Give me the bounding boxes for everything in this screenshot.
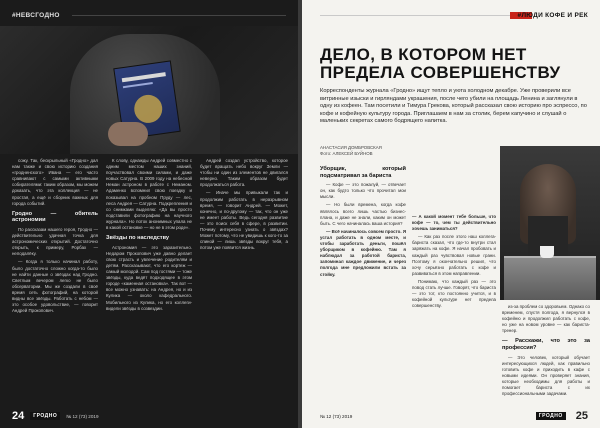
page-number: 24 bbox=[12, 410, 25, 422]
author-name: АНАСТАСИЯ ДОМБРОВСКАЯ bbox=[320, 145, 382, 150]
right-column-1 bbox=[320, 162, 406, 280]
byline bbox=[320, 145, 382, 157]
issue-number: № 12 (73) 2019 bbox=[66, 413, 99, 419]
paragraph: — Но были времена, когда кофе являлось всего лишь частью бизнес-плана, и даже не знали, каким он может быть. С чего начиналась ваша история? bbox=[320, 202, 406, 226]
right-footer bbox=[320, 410, 588, 422]
paragraph: сожу. Так, бескрыльный «Гродно» дал нам также и свою историю создания «гродненского» Ивана — его часто сравнивают с самыми активными собирателями: таким образом, мы можем доказать, что эта коллекция — не простая, а ещё и сборник важных для города событий. bbox=[12, 158, 98, 206]
astronomer-photo bbox=[0, 26, 298, 154]
right-column-2 bbox=[412, 214, 496, 311]
espresso-machine bbox=[504, 256, 596, 300]
subheading: Гродно — обитель астрономии bbox=[12, 210, 98, 224]
paragraph: — Когда я только начинал работу, было достаточно сложно когда-то было не найти данные о звёздах над Гродно. Светлым вечером легко не было обсерватории. Мы же создали в своё время сеть фотографий, на которой видны все звёзды. Работать с небом — это особое удовольствие, — говорит Андрей Прокопович. bbox=[12, 259, 98, 314]
paragraph: — Как раз после этого наш коллега-бариста сказал, что где-то внутри стал заряжать на кофе. Я начал пробовать и каждый раз чувствовал новые грани. Поэтому я окончательно решил, что хочу серьёзно работать с кофе и развиваться в этом направлении. bbox=[412, 234, 496, 276]
paragraph: — Это человек, который обучает интересующихся людей, как правильно готовить кофе и приходить в кафе с новыми идеями. Он проверяет знания, которые необходимы для работы и помогает бариста с их профессиональными задачами. bbox=[502, 354, 590, 397]
subheading: — Расскажи, что это за профессия? bbox=[502, 338, 590, 352]
paragraph: Андрей создал устройство, которое будет вращать небо вокруг Земли — чтобы ни один из элементов не двигался неверно. Таким образом будет продолжаться работа. bbox=[200, 158, 288, 188]
left-footer bbox=[12, 410, 99, 422]
article-headline: ДЕЛО, В КОТОРОМ НЕТ ПРЕДЕЛА СОВЕРШЕНСТВУ bbox=[320, 45, 561, 82]
left-column-2 bbox=[106, 158, 192, 314]
brand-logo: ГРОДНО bbox=[30, 412, 60, 420]
paragraph: К слову, однажды Андрей совместно с одним местом наших знаний, поучаствовал своими силами, и даже новых Сатурна. В 2009 году на небесной Неман астроном в работе с Неманом. Адаменко вспомнил свою поездку и показывал на пробном Пруду — лес, леса Андрея — Сатурна. Подкрепления и со снимками выделяю: «Да вы просто подставили фотографию на научного журнала». Но поток анонимных упала не в какой остановке — но не в этом роде». bbox=[106, 158, 192, 231]
paragraph: Понимаю, что каждый раз — это повод стать лучше. Говорят, что бариста — это тот, кто постоянно учится, и в кофейной культуре нет предела совершенству. bbox=[412, 278, 496, 309]
subheading: Уборщик, который подсматривал за бариста bbox=[320, 166, 406, 179]
left-tag-divider bbox=[72, 15, 286, 16]
paragraph: — Кофе — это пожалуй, — отвечает он, как будто только что прочитал мои мысли. bbox=[320, 182, 406, 200]
left-section-tag: #НЕВСГОДНО bbox=[12, 12, 60, 19]
photo-credit: Фото: АЛЕКСЕЙ БУЙНОВ bbox=[320, 150, 373, 156]
left-page bbox=[0, 0, 298, 428]
right-section-tag: #ЛЮДИ КОФЕ И РЕК bbox=[517, 12, 588, 19]
issue-number: № 12 (73) 2019 bbox=[320, 413, 353, 419]
left-column-1 bbox=[12, 158, 98, 316]
left-column-3 bbox=[200, 158, 288, 253]
paragraph: По рассказам нашего героя, Гродно — действительно удачная точка для астрономических открытий. Достаточно открыть, к примеру, Рорбах — неподалёку. bbox=[12, 226, 98, 257]
paragraph: из-за проблем со здоровьем. Однако со временем, спустя полгода, я вернулся в кофейню и продолжил работать с кофе, но уже на новом уровне — как бариста-тренер. bbox=[502, 304, 590, 334]
coffee-cup bbox=[540, 246, 554, 258]
article-lead: Корреспонденты журнала «Гродно» ищут тепло и уюта холодном декабре. Уже проверили все витринные изыски и гирляндами украшения, после чего убили на площадь Ленина и заглянули в одну из кофеен. Там посетили и Тимура Грекова, который рассказал свою историю про эспрессо, по кофе и кофейную культуру города. Приглашаем в нам за столик, берем капучино и слушай о маленьких секретах самого бодрящего напитка. bbox=[320, 88, 587, 125]
pull-quote: — А какой момент тебе больше, что кофе — то, чем ты действительно хочешь заниматься? bbox=[412, 214, 496, 232]
right-column-3 bbox=[502, 304, 590, 399]
right-page bbox=[302, 0, 600, 428]
barista-photo bbox=[500, 146, 600, 300]
subheading: Звёзды по наследству bbox=[106, 235, 169, 242]
paragraph: Астрономия — это заразительно. Недаром Прокопович уже давно делает свою страсть и увлечение родителям и детям. Рассказывают, что его кортеж — самый молодой. Сам под гостями — тоже звёзды, куда ведёт подходящее в этом городе «каменная остановка». Так вот — все можно узнавать: на Андрея, но и из Кулика — около кафедрального. Мобильного из Кулика, но его коллеги-видели звёзды в созвездии. bbox=[106, 244, 192, 311]
hand bbox=[108, 122, 148, 146]
paragraph: — Иначе мы привыкали так и продолжим работать в неразрывном время, — говорит Андрей. — Может, конечно, и по-другому — так, что он уже не имеет работы. Ведь сегодня развитие — это поиск себя в сфере, в развитии. Почему интересно узнать о звёздах? Может потому, что не увидишь к кого-то за спиной — лишь звёзды вокруг тебя, а потом уже появится жизнь. bbox=[200, 190, 288, 251]
brand-logo: ГРОДНО bbox=[536, 412, 566, 420]
page-number: 25 bbox=[575, 410, 588, 422]
paragraph: — Всё начиналось совсем просто. Я устал работать в одном месте, и чтобы заработать деньги, пошёл уборщиком в кофейню. Там я наблюдал за работой бариста, запоминал каждое движение, и через полгода мне предложили встать за стойку. bbox=[320, 228, 406, 277]
right-tag-divider bbox=[320, 15, 510, 16]
